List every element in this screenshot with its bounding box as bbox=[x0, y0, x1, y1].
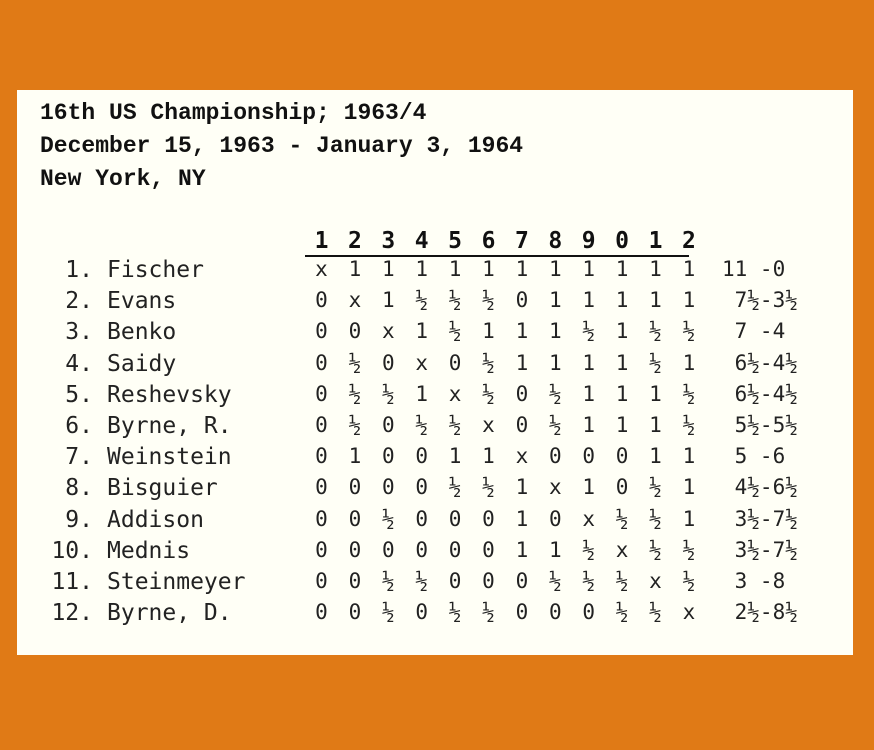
result-cell: 0 bbox=[415, 475, 429, 500]
player-rank: 3. bbox=[65, 319, 93, 346]
player-rank: 12. bbox=[51, 600, 93, 627]
result-cell: x bbox=[615, 537, 629, 562]
result-cell: 0 bbox=[348, 475, 362, 500]
result-cell: ½ bbox=[615, 569, 629, 593]
result-cell: ½ bbox=[649, 475, 662, 500]
result-cell: 0 bbox=[548, 600, 562, 625]
result-cell: 0 bbox=[315, 444, 328, 469]
column-number: 6 bbox=[481, 228, 496, 254]
result-cell: ½ bbox=[582, 537, 596, 562]
player-name: Steinmeyer bbox=[107, 569, 246, 595]
player-score: 3 -8 bbox=[722, 569, 786, 593]
result-cell: 1 bbox=[515, 537, 529, 562]
player-score: 6½-4½ bbox=[722, 350, 798, 375]
result-cell: ½ bbox=[649, 506, 662, 531]
result-cell: 1 bbox=[615, 350, 629, 375]
result-cell: 1 bbox=[582, 288, 596, 313]
result-cell: ½ bbox=[381, 381, 395, 406]
result-cell: 1 bbox=[649, 381, 662, 406]
result-cell: ½ bbox=[415, 288, 429, 313]
result-cell: 1 bbox=[548, 319, 562, 344]
result-cell: ½ bbox=[448, 319, 462, 344]
result-cell: 1 bbox=[649, 444, 662, 469]
result-cell: ½ bbox=[482, 600, 495, 625]
player-row bbox=[17, 381, 853, 416]
column-number: 9 bbox=[581, 228, 596, 254]
player-rank: 2. bbox=[65, 288, 93, 315]
player-row bbox=[17, 602, 853, 634]
result-cell: 1 bbox=[482, 257, 495, 281]
result-cell: 0 bbox=[515, 413, 529, 437]
result-cell: 0 bbox=[315, 319, 328, 344]
player-score: 6½-4½ bbox=[722, 381, 798, 406]
player-score: 11 -0 bbox=[722, 257, 786, 281]
player-rank: 1. bbox=[65, 257, 93, 283]
player-rank: 4. bbox=[65, 350, 93, 377]
player-row bbox=[17, 259, 853, 291]
result-cell: 0 bbox=[582, 600, 596, 625]
result-cell: 1 bbox=[415, 381, 429, 406]
result-cell: 0 bbox=[448, 537, 462, 562]
result-cell: 0 bbox=[315, 537, 328, 562]
result-cell: 1 bbox=[682, 444, 696, 469]
result-cell: 0 bbox=[448, 506, 462, 531]
result-cell: 0 bbox=[381, 475, 395, 500]
result-cell: 0 bbox=[348, 506, 362, 531]
result-cell: 1 bbox=[515, 257, 529, 281]
result-cell: ½ bbox=[682, 381, 696, 406]
player-name: Benko bbox=[107, 319, 177, 346]
result-cell: x bbox=[381, 319, 395, 344]
result-cell: 1 bbox=[548, 288, 562, 313]
result-cell: 0 bbox=[548, 444, 562, 469]
result-cell: x bbox=[649, 569, 662, 593]
result-cell: 0 bbox=[315, 475, 328, 500]
result-cell: ½ bbox=[649, 537, 662, 562]
player-name: Byrne, D. bbox=[107, 600, 232, 627]
result-cell: 0 bbox=[482, 506, 495, 531]
result-cell: ½ bbox=[682, 413, 696, 437]
title: 16th US Championship; 1963/4 bbox=[40, 100, 427, 126]
column-number: 7 bbox=[514, 228, 529, 254]
result-cell: 0 bbox=[515, 288, 529, 313]
result-cell: 0 bbox=[415, 537, 429, 562]
result-cell: 0 bbox=[615, 444, 629, 469]
column-number: 0 bbox=[615, 228, 630, 254]
result-cell: 1 bbox=[448, 257, 462, 281]
player-name: Byrne, R. bbox=[107, 413, 232, 439]
player-score: 5½-5½ bbox=[722, 413, 798, 437]
player-score: 2½-8½ bbox=[722, 600, 798, 625]
result-cell: ½ bbox=[348, 413, 362, 437]
player-score: 5 -6 bbox=[722, 444, 786, 469]
result-cell: 1 bbox=[381, 257, 395, 281]
result-cell: 1 bbox=[548, 537, 562, 562]
result-cell: 1 bbox=[615, 288, 629, 313]
result-cell: 1 bbox=[682, 288, 696, 313]
player-name: Bisguier bbox=[107, 475, 218, 502]
column-number: 4 bbox=[414, 228, 429, 254]
result-cell: 1 bbox=[615, 381, 629, 406]
result-cell: ½ bbox=[448, 600, 462, 625]
result-cell: x bbox=[515, 444, 529, 469]
result-cell: 1 bbox=[482, 444, 495, 469]
player-row bbox=[17, 350, 853, 385]
player-name: Evans bbox=[107, 288, 177, 315]
result-cell: 1 bbox=[548, 257, 562, 281]
column-number: 3 bbox=[381, 228, 396, 254]
result-cell: 0 bbox=[348, 569, 362, 593]
result-cell: ½ bbox=[482, 381, 495, 406]
player-row bbox=[17, 290, 853, 322]
result-cell: ½ bbox=[415, 413, 429, 437]
result-cell: 0 bbox=[348, 537, 362, 562]
result-cell: 0 bbox=[315, 288, 328, 313]
result-cell: 1 bbox=[415, 319, 429, 344]
result-cell: 1 bbox=[615, 257, 629, 281]
player-rank: 7. bbox=[65, 444, 93, 471]
result-cell: ½ bbox=[649, 319, 662, 344]
player-rank: 8. bbox=[65, 475, 93, 502]
result-cell: ½ bbox=[348, 350, 362, 375]
result-cell: ½ bbox=[415, 569, 429, 593]
result-cell: ½ bbox=[482, 288, 495, 313]
result-cell: 0 bbox=[381, 444, 395, 469]
result-cell: 0 bbox=[482, 569, 495, 593]
player-rank: 6. bbox=[65, 413, 93, 439]
result-cell: x bbox=[548, 475, 562, 500]
result-cell: 1 bbox=[348, 257, 362, 281]
result-cell: 0 bbox=[348, 319, 362, 344]
result-cell: 1 bbox=[582, 475, 596, 500]
column-header-underline bbox=[305, 255, 689, 257]
result-cell: 0 bbox=[415, 506, 429, 531]
player-score: 7½-3½ bbox=[722, 288, 798, 313]
result-cell: ½ bbox=[348, 381, 362, 406]
result-cell: ½ bbox=[381, 506, 395, 531]
result-cell: ½ bbox=[381, 569, 395, 593]
result-cell: 0 bbox=[315, 413, 328, 437]
result-cell: x bbox=[415, 350, 429, 375]
column-number: 1 bbox=[648, 228, 663, 254]
player-row bbox=[17, 446, 853, 478]
result-cell: ½ bbox=[482, 475, 495, 500]
result-cell: ½ bbox=[448, 475, 462, 500]
column-number: 5 bbox=[448, 228, 463, 254]
result-cell: 1 bbox=[615, 413, 629, 437]
result-cell: x bbox=[482, 413, 495, 437]
result-cell: 1 bbox=[615, 319, 629, 344]
location: New York, NY bbox=[40, 166, 206, 192]
result-cell: 0 bbox=[315, 569, 328, 593]
result-cell: 1 bbox=[682, 475, 696, 500]
result-cell: ½ bbox=[682, 319, 696, 344]
column-number: 2 bbox=[681, 228, 696, 254]
result-cell: x bbox=[348, 288, 362, 313]
result-cell: ½ bbox=[582, 319, 596, 344]
result-cell: 0 bbox=[381, 350, 395, 375]
player-name: Weinstein bbox=[107, 444, 232, 471]
result-cell: 0 bbox=[482, 537, 495, 562]
result-cell: 0 bbox=[348, 600, 362, 625]
result-cell: ½ bbox=[548, 381, 562, 406]
result-cell: 1 bbox=[682, 506, 696, 531]
player-row bbox=[17, 571, 853, 603]
player-row bbox=[17, 321, 853, 353]
result-cell: ½ bbox=[649, 350, 662, 375]
result-cell: 0 bbox=[448, 350, 462, 375]
result-cell: 1 bbox=[649, 257, 662, 281]
result-cell: 1 bbox=[649, 413, 662, 437]
column-number: 1 bbox=[314, 228, 329, 254]
player-name: Mednis bbox=[107, 537, 191, 564]
result-cell: 0 bbox=[415, 600, 429, 625]
result-cell: 0 bbox=[315, 600, 328, 625]
column-number: 8 bbox=[548, 228, 563, 254]
player-row bbox=[17, 506, 853, 541]
result-cell: 1 bbox=[482, 319, 495, 344]
result-cell: 1 bbox=[582, 257, 596, 281]
player-rank: 11. bbox=[51, 569, 93, 595]
result-cell: ½ bbox=[582, 569, 596, 593]
player-score: 4½-6½ bbox=[722, 475, 798, 500]
result-cell: 0 bbox=[548, 506, 562, 531]
crosstable-card bbox=[17, 90, 853, 655]
player-score: 3½-7½ bbox=[722, 537, 798, 562]
dates: December 15, 1963 - January 3, 1964 bbox=[40, 133, 524, 159]
result-cell: 1 bbox=[582, 381, 596, 406]
player-row bbox=[17, 477, 853, 509]
result-cell: 1 bbox=[515, 506, 529, 531]
player-name: Saidy bbox=[107, 350, 177, 377]
result-cell: ½ bbox=[548, 413, 562, 437]
player-name: Fischer bbox=[107, 257, 204, 283]
result-cell: 1 bbox=[682, 257, 696, 281]
result-cell: x bbox=[448, 381, 462, 406]
result-cell: 1 bbox=[515, 319, 529, 344]
result-cell: 1 bbox=[381, 288, 395, 313]
result-cell: 0 bbox=[448, 569, 462, 593]
result-cell: ½ bbox=[682, 569, 696, 593]
result-cell: x bbox=[582, 506, 596, 531]
result-cell: ½ bbox=[448, 288, 462, 313]
result-cell: ½ bbox=[682, 537, 696, 562]
result-cell: 0 bbox=[582, 444, 596, 469]
result-cell: 1 bbox=[582, 413, 596, 437]
result-cell: ½ bbox=[615, 600, 629, 625]
result-cell: 0 bbox=[381, 413, 395, 437]
result-cell: 1 bbox=[448, 444, 462, 469]
result-cell: 1 bbox=[515, 475, 529, 500]
result-cell: ½ bbox=[548, 569, 562, 593]
result-cell: 0 bbox=[315, 350, 328, 375]
result-cell: ½ bbox=[615, 506, 629, 531]
result-cell: 0 bbox=[315, 381, 328, 406]
player-name: Addison bbox=[107, 506, 204, 533]
result-cell: 1 bbox=[582, 350, 596, 375]
column-number: 2 bbox=[347, 228, 362, 254]
result-cell: 0 bbox=[415, 444, 429, 469]
result-cell: 0 bbox=[515, 381, 529, 406]
player-row bbox=[17, 415, 853, 447]
result-cell: ½ bbox=[649, 600, 662, 625]
player-rank: 9. bbox=[65, 506, 93, 533]
player-score: 7 -4 bbox=[722, 319, 786, 344]
result-cell: 1 bbox=[682, 350, 696, 375]
player-score: 3½-7½ bbox=[722, 506, 798, 531]
result-cell: 0 bbox=[315, 506, 328, 531]
result-cell: 1 bbox=[348, 444, 362, 469]
player-name: Reshevsky bbox=[107, 381, 232, 408]
result-cell: 0 bbox=[381, 537, 395, 562]
result-cell: 0 bbox=[515, 600, 529, 625]
result-cell: ½ bbox=[448, 413, 462, 437]
result-cell: ½ bbox=[381, 600, 395, 625]
player-rank: 5. bbox=[65, 381, 93, 408]
player-row bbox=[17, 537, 853, 572]
result-cell: x bbox=[315, 257, 328, 281]
result-cell: 0 bbox=[615, 475, 629, 500]
result-cell: ½ bbox=[482, 350, 495, 375]
result-cell: 0 bbox=[515, 569, 529, 593]
result-cell: 1 bbox=[515, 350, 529, 375]
player-rank: 10. bbox=[51, 537, 93, 564]
result-cell: 1 bbox=[649, 288, 662, 313]
result-cell: x bbox=[682, 600, 696, 625]
result-cell: 1 bbox=[548, 350, 562, 375]
result-cell: 1 bbox=[415, 257, 429, 281]
